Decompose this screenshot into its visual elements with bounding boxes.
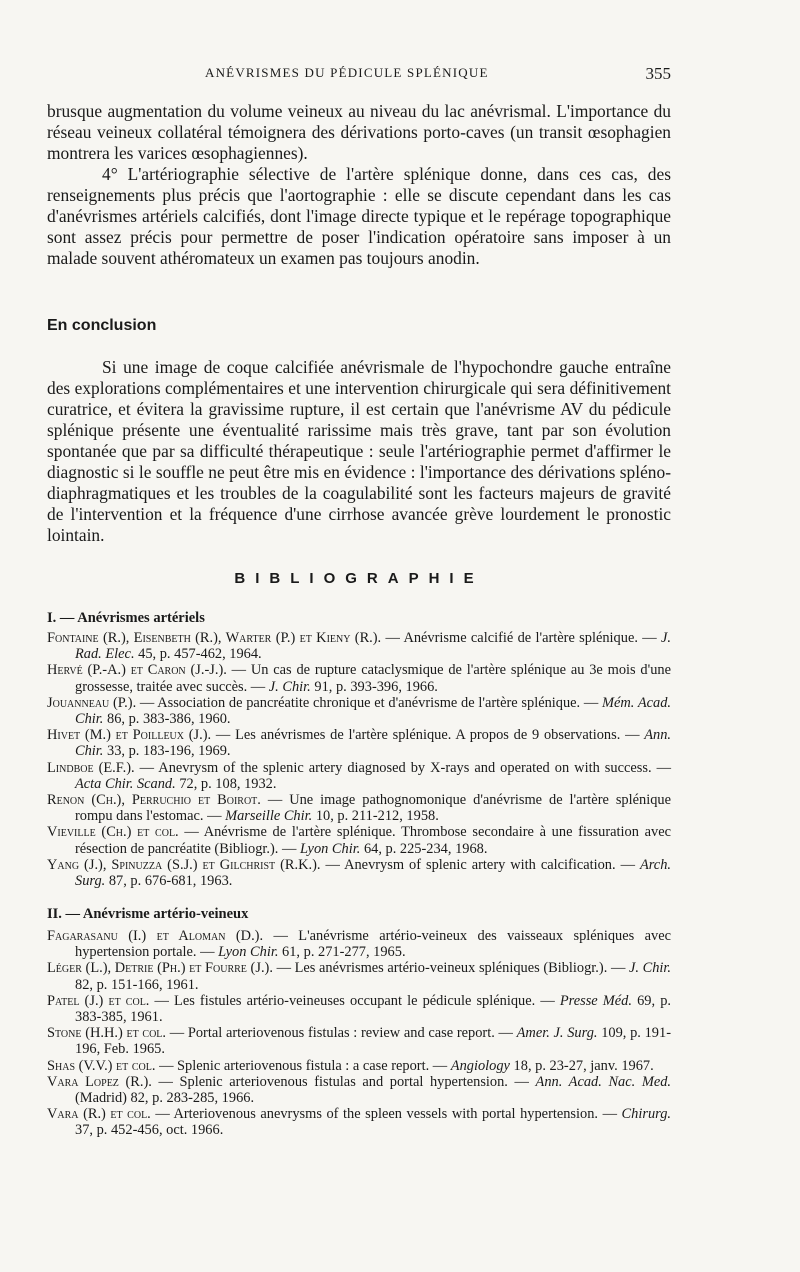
reference-entry [47, 727, 671, 759]
reference-entry [47, 662, 671, 694]
reference-title: — Portal arteriovenous fistulas : review and case report. — [166, 1025, 517, 1042]
reference-journal: J. Rad. Elec. [75, 630, 671, 663]
reference-journal: Lyon Chir. [218, 944, 279, 961]
reference-details: 33, p. 183-196, 1969. [103, 743, 231, 760]
reference-authors: Fontaine (R.), Eisenbeth (R.), Warter (P.) et Kieny (R.). [47, 630, 382, 646]
reference-entry [47, 960, 671, 992]
reference-entry [47, 824, 671, 856]
paragraph-continued [47, 101, 671, 164]
reference-authors: Renon (Ch.), Perruchio et Boirot. [47, 792, 261, 809]
reference-details: 10, p. 211-212, 1958. [312, 808, 439, 825]
reference-journal: Amer. J. Surg. [516, 1025, 598, 1042]
reference-details: 64, p. 225-234, 1968. [360, 840, 488, 857]
reference-details: 72, p. 108, 1932. [175, 775, 277, 792]
reference-journal: Lyon Chir. [299, 840, 361, 857]
reference-title: — Splenic arteriovenous fistulas and portal hypertension. — [151, 1073, 536, 1090]
reference-journal: Acta Chir. Scand. [75, 775, 176, 792]
reference-journal: Angiology [450, 1057, 510, 1074]
reference-journal: Arch. Surg. [75, 856, 671, 890]
reference-journal: Marseille Chir. [225, 808, 313, 825]
reference-list [47, 928, 671, 1139]
reference-title: — Anevrysm of splenic artery with calcification. — [320, 856, 640, 873]
reference-title: — Les anévrismes de l'artère splénique. A propos de 9 observations. — [211, 727, 645, 744]
reference-authors: Vara Lopez (R.). [47, 1073, 152, 1090]
reference-authors: Lindboe (E.F.). [47, 759, 135, 776]
paragraph-text: 4° L'artériographie sélective de l'artère splénique donne, dans ces cas, des renseignements plus précis que l'aortographie : elle se discute cependant dans les cas d'anévrismes artériels calcifiés, dont l'image directe typique et le repérage topographique sont assez précis pour permettre de poser l'indication opératoire sans imposer à un malade souvent athéromateux un examen pas toujours anodin. [47, 164, 671, 268]
reference-title: — Arteriovenous anevrysms of the spleen vessels with portal hypertension. — [150, 1106, 622, 1123]
reference-entry [47, 1058, 671, 1074]
reference-entry [47, 1025, 671, 1057]
paragraph-conclusion [47, 357, 671, 546]
reference-authors: Fagarasanu (I.) et Aloman (D.). [47, 928, 264, 944]
reference-title: — Les anévrismes artério-veineux spléniques (Bibliogr.). — [272, 960, 629, 977]
reference-journal: Mém. Acad. Chir. [75, 694, 671, 728]
section-heading-conclusion: En conclusion [47, 317, 157, 334]
bibliography-heading: BIBLIOGRAPHIE [234, 570, 484, 587]
reference-journal: Chirurg. [621, 1106, 671, 1123]
reference-authors: Hervé (P.-A.) et Caron (J.-J.). [47, 662, 227, 679]
paragraph-text: brusque augmentation du volume veineux au niveau du lac anévrismal. L'importance du réseau veineux collatéral témoignera des dérivations porto-caves (un transit œsophagien montrera les varices œsophagiennes). [47, 101, 671, 163]
reference-entry [47, 760, 671, 792]
reference-entry [47, 695, 671, 727]
reference-details: 109, p. 191-196, Feb. 1965. [75, 1025, 671, 1058]
reference-authors: Hivet (M.) et Poilleux (J.). [47, 727, 212, 744]
reference-entry [47, 630, 671, 662]
reference-entry [47, 792, 671, 824]
reference-entry [47, 1074, 671, 1106]
reference-journal: Presse Méd. [559, 992, 632, 1009]
reference-title: — Splenic arteriovenous fistula : a case report. — [155, 1057, 451, 1074]
bibliography-section-heading: I. — Anévrismes artériels [47, 610, 205, 626]
reference-details: 91, p. 393-396, 1966. [310, 678, 438, 695]
reference-title: — Association de pancréatite chronique et d'anévrisme de l'artère splénique. — [136, 694, 602, 711]
reference-details: (Madrid) 82, p. 283-285, 1966. [75, 1090, 255, 1107]
reference-authors: Jouanneau (P.). [47, 694, 137, 711]
reference-title: — Anevrysm of the splenic artery diagnosed by X-rays and operated on with success. — [134, 759, 671, 776]
running-title: ANÉVRISMES DU PÉDICULE SPLÉNIQUE [205, 65, 489, 80]
reference-list [47, 630, 671, 889]
reference-title: — Les fistules artério-veineuses occupant le pédicule splénique. — [149, 992, 560, 1009]
reference-details: 86, p. 383-386, 1960. [103, 711, 231, 728]
reference-details: 45, p. 457-462, 1964. [134, 646, 262, 663]
reference-details: 37, p. 452-456, oct. 1966. [75, 1122, 224, 1139]
page-number: 355 [645, 64, 671, 83]
reference-details: 61, p. 271-277, 1965. [278, 944, 406, 961]
reference-authors: Stone (H.H.) et col. [47, 1025, 167, 1042]
reference-title: — Anévrisme calcifié de l'artère splénique. — [381, 630, 661, 646]
reference-authors: Vieville (Ch.) et col. [47, 824, 179, 841]
reference-entry [47, 993, 671, 1025]
reference-entry [47, 1106, 671, 1138]
reference-title: — Anévrisme de l'artère splénique. Thrombose secondaire à une fissuration avec résection de pancréatite (Bibliogr.). — [75, 824, 671, 857]
reference-journal: J. Chir. [628, 960, 672, 977]
reference-entry [47, 928, 671, 960]
reference-authors: Patel (J.) et col. [47, 992, 150, 1009]
reference-title: — Un cas de rupture cataclysmique de l'artère splénique au 3e mois d'une grossesse, traitée avec succès. — [75, 662, 671, 695]
reference-title: — Une image pathognomonique d'anévrisme de l'artère splénique rompu dans l'estomac. — [75, 792, 671, 825]
reference-details: 82, p. 151-166, 1961. [75, 976, 199, 993]
paragraph-text: Si une image de coque calcifiée anévrismale de l'hypochondre gauche entraîne des explorations complémentaires et une intervention chirurgicale qui sera définitivement curatrice, et évitera la gravissime rupture, il est certain que l'anévrisme AV du pédicule splénique présente une éventualité rarissime mais très grave, tant par son évolution spontanée que par sa difficulté thérapeutique : seule l'artériographie permet d'affirmer le diagnostic si le souffle ne peut être mis en évidence : l'importance des dérivations spléno-diaphragmatiques et les troubles de la coagulabilité sont les facteurs majeurs de gravité de l'intervention et la fréquence d'une cirrhose avancée grève lourdement le pronostic lointain. [47, 357, 671, 545]
bibliography-section-heading: II. — Anévrisme artério-veineux [47, 906, 249, 922]
reference-authors: Vara (R.) et col. [47, 1106, 151, 1123]
reference-authors: Yang (J.), Spinuzza (S.J.) et Gilchrist (R.K.). [47, 856, 321, 873]
reference-title: — L'anévrisme artério-veineux des vaisseaux spléniques avec hypertension portale. — [75, 928, 671, 961]
reference-journal: Ann. Acad. Nac. Med. [535, 1073, 671, 1090]
paragraph-arteriography [47, 164, 671, 269]
reference-journal: J. Chir. [268, 678, 311, 695]
reference-details: 18, p. 23-27, janv. 1967. [509, 1057, 654, 1074]
reference-authors: Shas (V.V.) et col. [47, 1057, 156, 1074]
reference-journal: Ann. Chir. [75, 727, 672, 760]
book-page [47, 0, 671, 1272]
reference-details: 69, p. 383-385, 1961. [75, 992, 671, 1026]
reference-details: 87, p. 676-681, 1963. [105, 873, 233, 890]
reference-entry [47, 857, 671, 889]
running-header [47, 64, 671, 86]
reference-authors: Léger (L.), Detrie (Ph.) et Fourre (J.). [47, 960, 273, 977]
